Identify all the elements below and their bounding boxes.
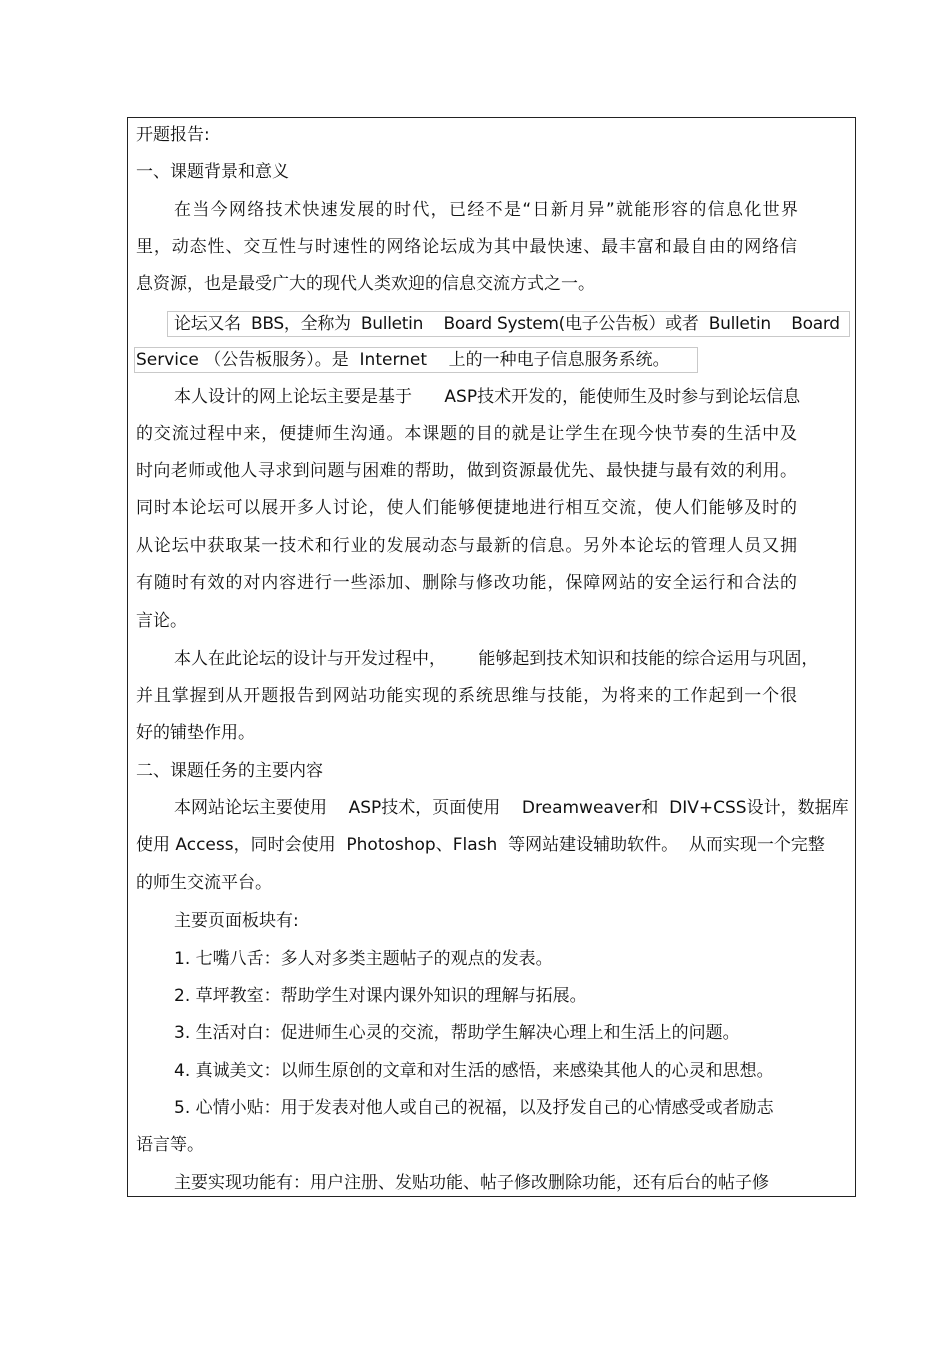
paragraph-line: 时向老师或他人寻求到问题与困难的帮助，做到资源最优先、最快捷与最有效的利用。 (136, 461, 797, 481)
paragraph-line: 好的铺垫作用。 (136, 723, 255, 743)
module-item: 1. 七嘴八舌：多人对多类主题帖子的观点的发表。 (174, 949, 553, 969)
modules-intro: 主要页面板块有: (174, 911, 299, 931)
paragraph-line: Service （公告板服务）。是 Internet 上的一种电子信息服务系统。 (136, 350, 670, 370)
paragraph-line: 的师生交流平台。 (136, 873, 272, 893)
paragraph-line: 息资源，也是最受广大的现代人类欢迎的信息交流方式之一。 (136, 274, 595, 294)
module-item: 5. 心情小贴：用于发表对他人或自己的祝福，以及抒发自己的心情感受或者励志 (174, 1098, 774, 1118)
heading-background: 一、课题背景和意义 (136, 162, 289, 182)
module-item: 4. 真诚美文：以师生原创的文章和对生活的感悟，来感染其他人的心灵和思想。 (174, 1061, 774, 1081)
paragraph-line: 使用 Access，同时会使用 Photoshop、Flash 等网站建设辅助软件。 从而实现一个完整 (136, 835, 825, 855)
paragraph-line: 言论。 (136, 611, 187, 631)
paragraph-line: 论坛又名 BBS，全称为 Bulletin Board System(电子公告板）或者 Bulletin Board (174, 314, 840, 334)
module-item: 3. 生活对白：促进师生心灵的交流，帮助学生解决心理上和生活上的问题。 (174, 1023, 740, 1043)
paragraph-line: 有随时有效的对内容进行一些添加、删除与修改功能，保障网站的安全运行和合法的 (136, 573, 797, 593)
paragraph-line: 并且掌握到从开题报告到网站功能实现的系统思维与技能，为将来的工作起到一个很 (136, 686, 797, 706)
paragraph-line: 里，动态性、交互性与时速性的网络论坛成为其中最快速、最丰富和最自由的网络信 (136, 237, 797, 257)
section-label: 开题报告: (136, 125, 210, 145)
paragraph-line: 本人设计的网上论坛主要是基于 ASP技术开发的，能使师生及时参与到论坛信息 (174, 387, 801, 407)
paragraph-line: 在当今网络技术快速发展的时代，已经不是“日新月异”就能形容的信息化世界 (174, 200, 798, 220)
paragraph-line: 同时本论坛可以展开多人讨论，使人们能够便捷地进行相互交流，使人们能够及时的 (136, 498, 797, 518)
module-item-continued: 语言等。 (136, 1135, 204, 1155)
paragraph-line: 本人在此论坛的设计与开发过程中， 能够起到技术知识和技能的综合运用与巩固， (174, 649, 819, 669)
paragraph-line: 的交流过程中来，便捷师生沟通。本课题的目的就是让学生在现今快节奏的生活中及 (136, 424, 797, 444)
heading-tasks: 二、课题任务的主要内容 (136, 761, 323, 781)
module-item: 2. 草坪教室：帮助学生对课内课外知识的理解与拓展。 (174, 986, 587, 1006)
paragraph-line: 从论坛中获取某一技术和行业的发展动态与最新的信息。另外本论坛的管理人员又拥 (136, 536, 797, 556)
functions-line: 主要实现功能有：用户注册、发贴功能、帖子修改删除功能，还有后台的帖子修 (174, 1173, 769, 1193)
paragraph-line: 本网站论坛主要使用 ASP技术，页面使用 Dreamweaver和 DIV+CSS设计，数据库 (174, 798, 849, 818)
